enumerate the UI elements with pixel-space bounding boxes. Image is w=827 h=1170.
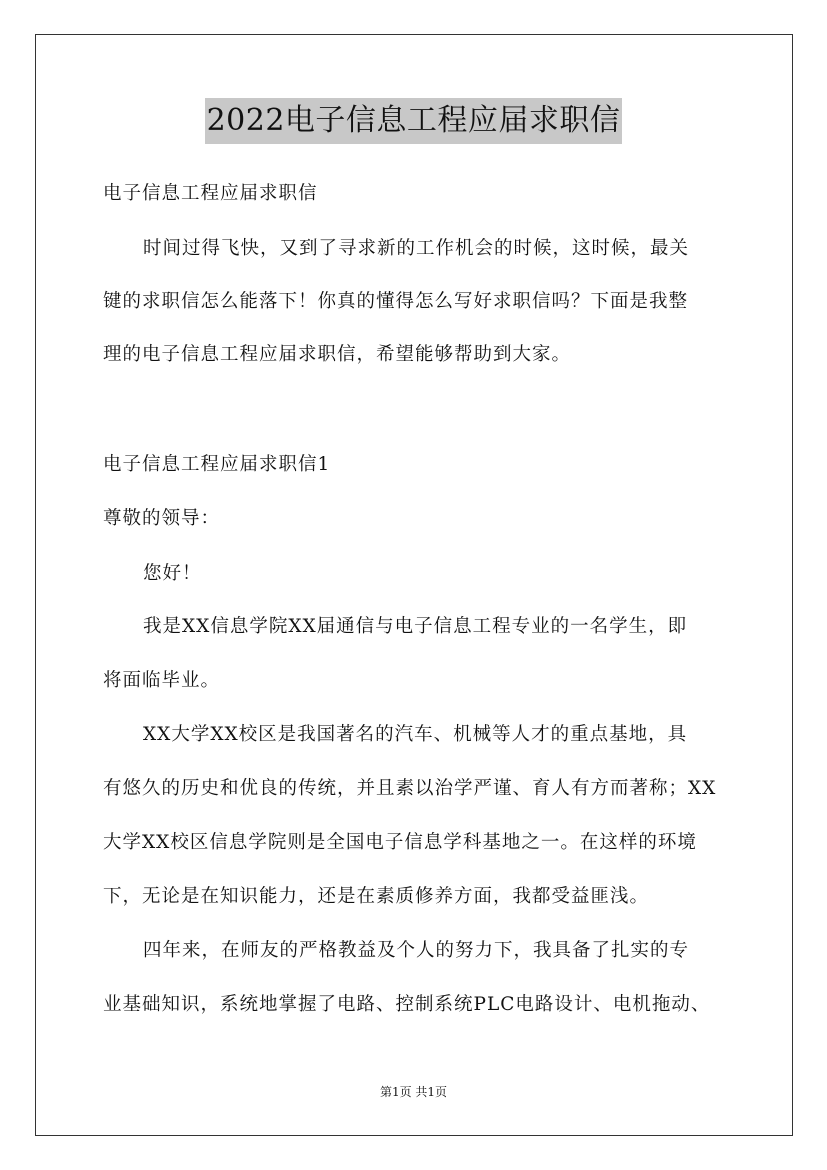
body-line: 我是XX信息学院XX届通信与电子信息工程专业的一名学生，即	[143, 616, 688, 637]
title-container	[0, 98, 827, 144]
page-number-footer: 第1页 共1页	[379, 1085, 448, 1099]
greeting: 您好！	[143, 563, 202, 584]
body-line: 大学XX校区信息学院则是全国电子信息学科基地之一。在这样的环境	[103, 832, 697, 853]
intro-line-3: 理的电子信息工程应届求职信，希望能够帮助到大家。	[103, 344, 572, 365]
salutation: 尊敬的领导：	[103, 508, 221, 529]
intro-line-1: 时间过得飞快，又到了寻求新的工作机会的时候，这时候，最关	[143, 238, 690, 259]
document-title: 2022电子信息工程应届求职信	[205, 98, 623, 144]
body-line: 四年来，在师友的严格教益及个人的努力下，我具备了扎实的专	[143, 940, 690, 961]
body-line: XX大学XX校区是我国著名的汽车、机械等人才的重点基地，具	[143, 724, 688, 745]
body-line: 下，无论是在知识能力，还是在素质修养方面，我都受益匪浅。	[103, 886, 650, 907]
body-line: 将面临毕业。	[103, 670, 221, 691]
section-heading: 电子信息工程应届求职信	[103, 183, 318, 204]
body-line: 业基础知识，系统地掌握了电路、控制系统PLC电路设计、电机拖动、	[103, 994, 711, 1015]
letter-heading: 电子信息工程应届求职信1	[103, 454, 331, 475]
intro-line-2: 键的求职信怎么能落下！你真的懂得怎么写好求职信吗？下面是我整	[103, 291, 689, 312]
body-line: 有悠久的历史和优良的传统，并且素以治学严谨、育人有方而著称；XX	[103, 778, 717, 799]
